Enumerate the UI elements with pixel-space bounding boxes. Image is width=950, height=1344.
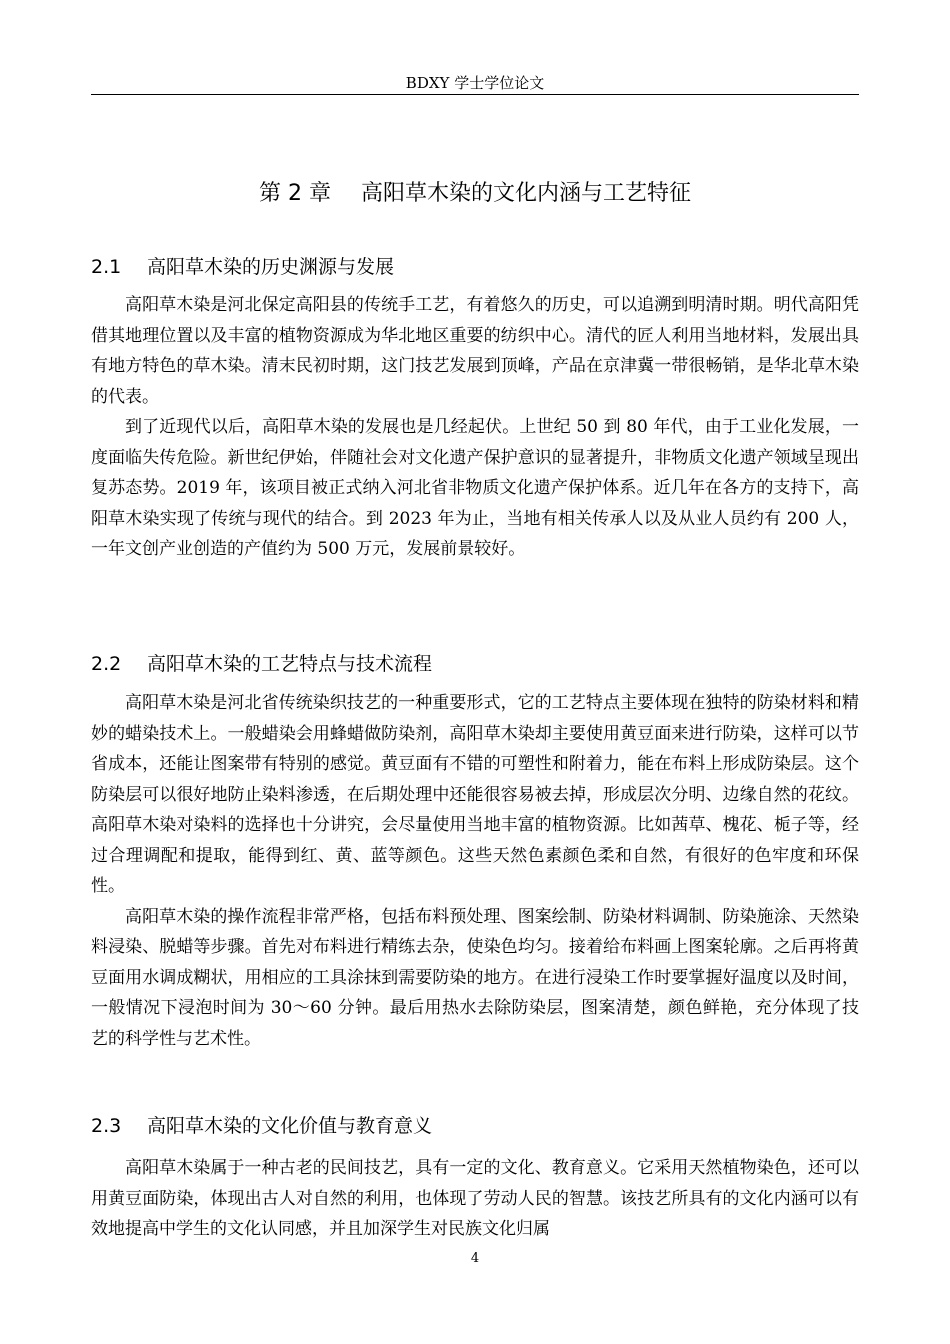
paragraph: 到了近现代以后，高阳草木染的发展也是几经起伏。上世纪 50 到 80 年代，由于工业化发展，一度面临失传危险。新世纪伊始，伴随社会对文化遗产保护意识的显著提升，非物质文化遗产领域呈现出复苏态势。2019 年，该项目被正式纳入河北省非物质文化遗产保护体系。近几年在各方的支持下，高阳草木染实现了传统与现代的结合。到 2023 年为止，当地有相关传承人以及从业人员约有 200 人，一年文创产业创造的产值约为 500 万元，发展前景较好。: [91, 417, 859, 559]
paragraph: 高阳草木染属于一种古老的民间技艺，具有一定的文化、教育意义。它采用天然植物染色，还可以用黄豆面防染，体现出古人对自然的利用，也体现了劳动人民的智慧。该技艺所具有的文化内涵可以有效地提高中学生的文化认同感，并且加深学生对民族文化归属: [91, 1158, 859, 1239]
section-heading-2-1: [91, 253, 859, 281]
section-body-2-1: [91, 290, 859, 565]
paragraph: 高阳草木染是河北保定高阳县的传统手工艺，有着悠久的历史，可以追溯到明清时期。明代高阳凭借其地理位置以及丰富的植物资源成为华北地区重要的纺织中心。清代的匠人利用当地材料，发展出具有地方特色的草木染。清末民初时期，这门技艺发展到顶峰，产品在京津冀一带很畅销，是华北草木染的代表。: [91, 295, 859, 407]
section-body-2-3: [91, 1153, 859, 1245]
section-title: 高阳草木染的文化价值与教育意义: [147, 1115, 433, 1137]
chapter-title: [91, 178, 859, 210]
chapter-number: 第 2 章: [259, 181, 331, 206]
header-rule: [91, 94, 859, 95]
paragraph: 高阳草木染的操作流程非常严格，包括布料预处理、图案绘制、防染材料调制、防染施涂、天然染料浸染、脱蜡等步骤。首先对布料进行精练去杂，使染色均匀。接着给布料画上图案轮廓。之后再将黄豆面用水调成糊状，用相应的工具涂抹到需要防染的地方。在进行浸染工作时要掌握好温度以及时间，一般情况下浸泡时间为 30～60 分钟。最后用热水去除防染层，图案清楚，颜色鲜艳，充分体现了技艺的科学性与艺术性。: [91, 906, 859, 1049]
section-heading-2-3: [91, 1112, 859, 1140]
section-title: 高阳草木染的工艺特点与技术流程: [147, 653, 433, 675]
page-number: 4: [470, 1251, 480, 1266]
section-body-2-2: [91, 688, 859, 1054]
section-number: 2.1: [91, 256, 122, 278]
section-title: 高阳草木染的历史渊源与发展: [147, 256, 395, 278]
section-number: 2.2: [91, 653, 122, 675]
chapter-title-text: 高阳草木染的文化内涵与工艺特征: [360, 181, 691, 206]
paragraph: 高阳草木染是河北省传统染织技艺的一种重要形式，它的工艺特点主要体现在独特的防染材料和精妙的蜡染技术上。一般蜡染会用蜂蜡做防染剂，高阳草木染却主要使用黄豆面来进行防染，这样可以节省成本，还能让图案带有特别的感觉。黄豆面有不错的可塑性和附着力，能在布料上形成防染层。这个防染层可以很好地防止染料渗透，在后期处理中还能很容易被去掉，形成层次分明、边缘自然的花纹。高阳草木染对染料的选择也十分讲究，会尽量使用当地丰富的植物资源。比如茜草、槐花、栀子等，经过合理调配和提取，能得到红、黄、蓝等颜色。这些天然色素颜色柔和自然，有很好的色牢度和环保性。: [91, 693, 859, 896]
section-heading-2-2: [91, 650, 859, 678]
running-header: BDXY 学士学位论文: [405, 74, 545, 92]
section-number: 2.3: [91, 1115, 122, 1137]
